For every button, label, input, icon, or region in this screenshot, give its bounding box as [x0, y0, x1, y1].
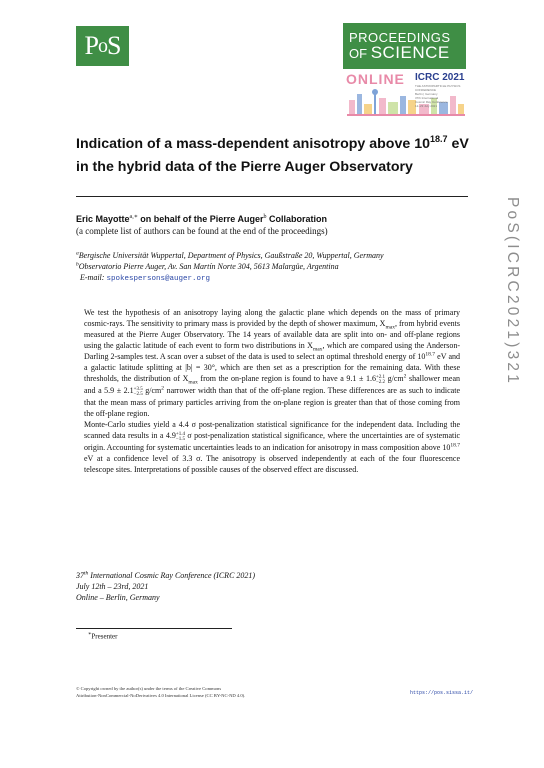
footnote — [88, 631, 117, 640]
email-label: E-mail: — [80, 273, 107, 282]
paper-title — [76, 133, 476, 179]
affiliation-sup: b — [76, 261, 79, 268]
logo-letter: o — [98, 34, 107, 57]
icrc-subtitle-line: Cosmic Ray Conference — [415, 100, 448, 104]
title-text: Indication of a mass-dependent anisotropy above 10 — [76, 136, 430, 152]
side-stamp — [482, 197, 542, 467]
title-exponent: 18.7 — [429, 134, 448, 144]
pos-identifier: PoS(ICRC2021)321 — [504, 197, 521, 387]
logo-letter: S — [107, 31, 121, 60]
footnote-text: Presenter — [91, 632, 118, 641]
footnote-rule — [76, 628, 232, 629]
banner-proceedings: PROCEEDINGS — [349, 29, 451, 45]
icrc-subtitle-line: 37th International — [415, 96, 439, 100]
icrc-subtitle — [415, 84, 467, 108]
author-note: (a complete list of authors can be found at the end of the proceedings) — [76, 226, 328, 236]
icrc-badge — [343, 70, 466, 122]
icrc-subtitle-line: Berlin | Germany — [415, 92, 438, 96]
affiliation-sup: a — [76, 250, 79, 257]
pos-url-link[interactable]: https://pos.sissa.it/ — [410, 690, 474, 696]
banner-of: OF — [349, 45, 368, 61]
title-rule — [76, 196, 468, 197]
copyright-line: Attribution-NonCommercial-NoDerivatives 4.0 International License (CC BY-NC-ND 4.0). — [76, 693, 246, 698]
copyright-line: © Copyright owned by the author(s) under the terms of the Creative Commons — [76, 686, 222, 691]
author-name: Eric Mayotte — [76, 214, 130, 224]
banner-of-science — [349, 42, 466, 62]
conference-info — [76, 570, 255, 603]
author-block — [76, 213, 476, 237]
title-unit: eV — [447, 136, 469, 152]
affiliations — [76, 250, 476, 285]
abstract-paragraph: Monte-Carlo studies yield a 4.4 σ post-penalization statistical significance for the independent data. Including the scanned data results in a 4.9 +1.4 −1.5 σ post-penalization statistical significance, where the uncertainties are of systematic origin. Accounting for systematic uncertainties leads to an indication for anisotropy in mass composition above $10^{18.7}$ eV at a confidence level of 3.3 σ. The anisotropy is observed independently at each of the four fluorescence telescope sites. Interpretations of possible causes of the observed effect are discussed. — [84, 420, 461, 474]
abstract-paragraph: We test the hypothesis of an anisotropy laying along the galactic plane which depends on the mass of primary cosmic-rays. The sensitivity to primary mass is provided by the depth of shower maximum, $X_{max}$, from hybrid events measured at the Pierre Auger Observatory. The 14 years of available data are split into on- and off-plane regions using the galactic latitude of each event to form two distributions in $X_{max}$, which are compared using the Anderson-Darling 2-samples test. A scan over a subset of the data is used to select an optimal threshold energy of $10^{18.7}$ eV and a galactic latitude splitting at |b| = 30°, which are then set as a prescription for the remaining data. With these thresholds, the distribution of $X_{max}$ from the on-plane region is found to have a 9.1 ± 1.6 +2.1 −2.2 $g/cm^2$ shallower mean and a 5.9 ± 2.1 +3.5 −2.5 $g/cm^2$ narrower width than that of the off-plane region. These differences are as such to indicate that the mean mass of primary particles arriving from the on-plane region is greater than that of those coming from the off-plane region. — [84, 308, 461, 418]
icrc-subtitle-line: 12–23 July 2021 — [415, 104, 438, 108]
title-text: in the hybrid data of the Pierre Auger Observatory — [76, 159, 413, 175]
affiliation-b: Observatorio Pierre Auger, Av. San Martín Norte 304, 5613 Malargüe, Argentina — [78, 262, 339, 271]
banner-science: SCIENCE — [370, 42, 450, 62]
author-collab: on behalf of the Pierre Auger — [137, 214, 264, 224]
conference-ordinal: th — [84, 570, 89, 577]
pos-logo — [76, 26, 129, 66]
affiliation-a: Bergische Universität Wuppertal, Department of Physics, Gaußstraße 20, Wuppertal, Germany — [78, 251, 384, 260]
icrc-subtitle-line: THE ASTROPARTICLE PHYSICS CONFERENCE — [415, 84, 461, 92]
icrc-title: ICRC 2021 — [415, 72, 465, 83]
email-link[interactable]: spokespersons@auger.org — [106, 275, 210, 283]
conference-name: International Cosmic Ray Conference (ICRC 2021) — [88, 571, 256, 580]
abstract — [84, 307, 460, 475]
footnote-mark: ∗ — [88, 632, 92, 637]
proceedings-of-science-banner — [343, 23, 466, 69]
copyright — [76, 685, 336, 699]
conference-dates: July 12th – 23rd, 2021 — [76, 582, 149, 591]
author-collab: Collaboration — [266, 214, 327, 224]
logo-letter: P — [84, 31, 98, 60]
author-sup: a,∗ — [129, 214, 138, 220]
conference-number: 37 — [76, 571, 84, 580]
author-sup: b — [263, 214, 267, 220]
icrc-online-label: ONLINE — [346, 71, 405, 87]
conference-location: Online – Berlin, Germany — [76, 593, 160, 602]
